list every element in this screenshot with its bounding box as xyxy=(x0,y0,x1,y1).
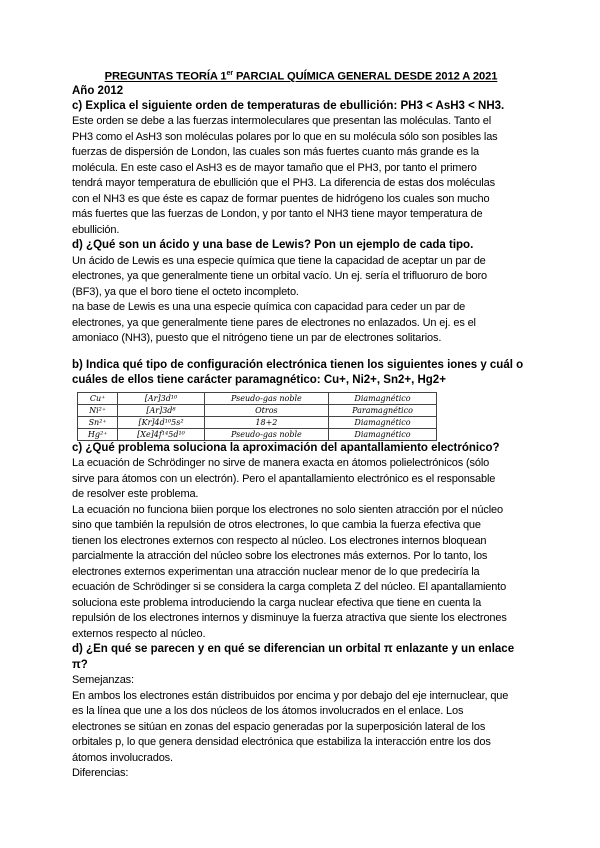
text-line: sirve para átomos con un electrón). Pero el apantallamiento electrónico es el responsable xyxy=(72,472,496,485)
table-cell: Diamagnético xyxy=(329,428,437,440)
table-cell: Pseudo-gas noble xyxy=(204,392,328,404)
question-b-config xyxy=(72,358,530,389)
text-line: electrones, ya que generalmente tiene pares de electrones no enlazados. Un ej. es el xyxy=(72,316,476,329)
differences-label: Diferencias: xyxy=(72,767,129,780)
question-c-boiling: c) Explica el siguiente orden de temperaturas de ebullición: PH3 < AsH3 < NH3. xyxy=(72,99,505,112)
year-heading: Año 2012 xyxy=(72,84,124,97)
table-row xyxy=(78,416,437,428)
table-cell: [Ar]3d⁸ xyxy=(118,404,205,416)
table-cell: Cu⁺ xyxy=(78,392,118,404)
table-cell: Sn²⁺ xyxy=(78,416,118,428)
text-line: orbitales p, lo que genera densidad electrónica que estabiliza la interacción entre los dos xyxy=(72,736,491,749)
text-line: con el NH3 es que éste es capaz de formar puentes de hidrógeno los cuales son mucho xyxy=(72,192,490,205)
answer-d-similarities xyxy=(72,689,530,767)
question-d-pi-bond: d) ¿En qué se parecen y en qué se diferencian un orbital π enlazante y un enlace π? xyxy=(72,643,515,671)
text-line: electrones, ya que generalmente tiene un orbital vacío. Un ej. sería el trifluoruro de boro xyxy=(72,270,487,283)
text-line: electrones se sitúan en zonas del espacio generadas por la superposición lateral de los xyxy=(72,720,486,733)
text-line: ebullición. xyxy=(72,223,120,236)
document-title: PREGUNTAS TEORÍA 1er PARCIAL QUÍMICA GENERAL DESDE 2012 A 2021 xyxy=(104,70,498,83)
table-cell: Hg²⁺ xyxy=(78,428,118,440)
text-line: de resolver este problema. xyxy=(72,488,199,501)
question-c-shielding: c) ¿Qué problema soluciona la aproximación del apantallamiento electrónico? xyxy=(72,441,500,454)
text-line: (BF3), ya que el boro tiene el octeto incompleto. xyxy=(72,285,299,298)
text-line: tendrá mayor temperatura de ebullición que el PH3. La diferencia de estas dos moléculas xyxy=(72,177,495,190)
table-cell: Otros xyxy=(204,404,328,416)
text-line: átomos involucrados. xyxy=(72,751,173,764)
text-line: En ambos los electrones están distribuidos por encima y por debajo del eje internuclear, que xyxy=(72,689,509,702)
text-line: na base de Lewis es una una especie química con capacidad para ceder un par de xyxy=(72,301,466,314)
document-page xyxy=(72,70,530,782)
similarities-label: Semejanzas: xyxy=(72,674,134,687)
table-cell: Paramagnético xyxy=(329,404,437,416)
table-cell: [Ar]3d¹⁰ xyxy=(118,392,205,404)
text-line: electrones externos experimentan una atracción nuclear menor de lo que predeciría la xyxy=(72,565,480,578)
text-line: soluciona este problema introduciendo la carga nuclear efectiva que tiene en cuenta la xyxy=(72,596,482,609)
question-d-lewis: d) ¿Qué son un ácido y una base de Lewis? Pon un ejemplo de cada tipo. xyxy=(72,239,474,252)
text-line: amoniaco (NH3), puesto que el nitrógeno tiene un par de electrones solitarios. xyxy=(72,332,442,345)
table-row xyxy=(78,392,437,404)
text-line: parcialmente la atracción del núcleo sobre los electrones más externos. Por lo tanto, los xyxy=(72,550,488,563)
table-cell: Diamagnético xyxy=(329,392,437,404)
table-row xyxy=(78,428,437,440)
text-line: Un ácido de Lewis es una especie química que tiene la capacidad de aceptar un par de xyxy=(72,254,486,267)
answer-c-shielding xyxy=(72,456,530,642)
table-cell: [Kr]4d¹⁰5s² xyxy=(118,416,205,428)
text-line: sino que también la repulsión de otros electrones, lo que cambia la fuerza efectiva que xyxy=(72,519,481,532)
text-line: PH3 como el AsH3 son moléculas polares por lo que en su molécula sólo son posibles las xyxy=(72,130,498,143)
table-cell: Ni²⁺ xyxy=(78,404,118,416)
table-cell: Diamagnético xyxy=(329,416,437,428)
text-line: La ecuación de Schrödinger no sirve de manera exacta en átomos polielectrónicos (sólo xyxy=(72,457,490,470)
text-line: repulsión de los electrones internos y disminuye la fuerza atractiva que siente los electrones xyxy=(72,612,507,625)
answer-d-lewis xyxy=(72,254,530,347)
text-line: molécula. En este caso el AsH3 es de mayor tamaño que el PH3, por tanto el primero xyxy=(72,161,477,174)
text-line: b) Indica qué tipo de configuración electrónica tienen los siguientes iones y cuál o xyxy=(72,358,524,371)
table-row xyxy=(78,404,437,416)
configuration-table xyxy=(77,392,437,441)
table-cell: [Xe]4f¹⁴5d¹⁰ xyxy=(118,428,205,440)
spacer xyxy=(72,347,530,358)
text-line: es la línea que une a los dos núcleos de los átomos involucrados en el enlace. Los xyxy=(72,705,464,718)
text-line: externos respecto al núcleo. xyxy=(72,627,206,640)
text-line: La ecuación no funciona biien porque los electrones no solo sienten atracción por el núcleo xyxy=(72,503,503,516)
text-line: fuerzas de dispersión de London, las cuales son más fuertes cuanto más grande es la xyxy=(72,146,480,159)
answer-c-boiling xyxy=(72,114,530,238)
text-line: tienen los electrones externos con respecto al núcleo. Los electrones internos bloquean xyxy=(72,534,487,547)
text-line: cuáles de ellos tiene carácter paramagnético: Cu+, Ni2+, Sn2+, Hg2+ xyxy=(72,374,446,387)
text-line: más fuertes que las fuerzas de London, y por tanto el NH3 tiene mayor temperatura de xyxy=(72,208,483,221)
text-line: Este orden se debe a las fuerzas intermoleculares que presentan las moléculas. Tanto el xyxy=(72,115,492,128)
text-line: ecuación de Schrödinger si se considera la carga completa Z del núcleo. El apantallamiento xyxy=(72,581,507,594)
table-cell: 18+2 xyxy=(204,416,328,428)
table-cell: Pseudo-gas noble xyxy=(204,428,328,440)
